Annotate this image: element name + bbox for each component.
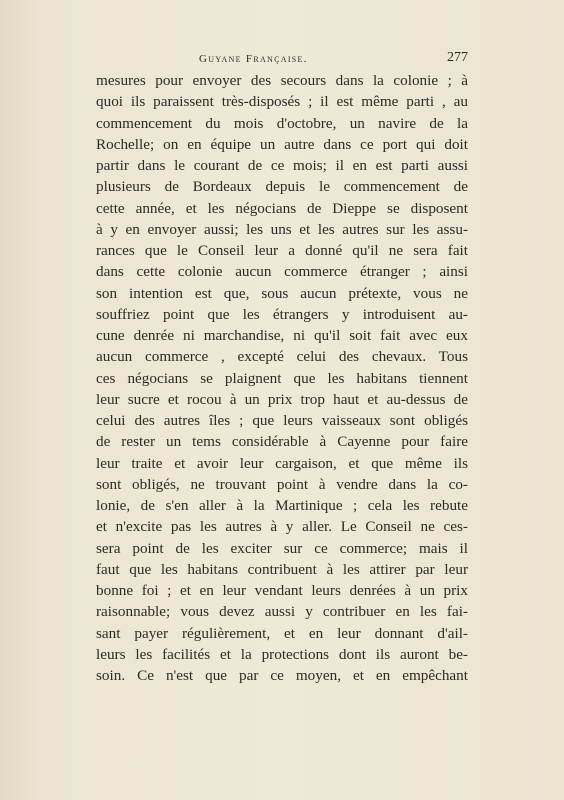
text-line: bonne foi ; et en leur vendant leurs denrées à un prix bbox=[96, 582, 468, 599]
text-line: cune denrée ni marchandise, ni qu'il soit fait avec eux bbox=[96, 327, 468, 344]
text-line: cette année, et les négocians de Dieppe se disposent bbox=[96, 199, 468, 217]
text-line: souffriez point que les étrangers y introduisent au- bbox=[96, 305, 468, 323]
text-line: leurs les facilités et la protections dont ils auront be- bbox=[96, 645, 468, 663]
text-line: soin. Ce n'est que par ce moyen, et en empêchant bbox=[96, 667, 468, 684]
page-number: 277 bbox=[447, 50, 468, 65]
text-line: quoi ils paraissent très-disposés ; il est même parti , au bbox=[96, 93, 468, 111]
text-line: Rochelle; on en équipe un autre dans ce port qui doit bbox=[96, 135, 468, 153]
text-line: et n'excite pas les autres à y aller. Le Conseil ne ces- bbox=[96, 518, 468, 536]
page-header bbox=[96, 50, 468, 70]
text-line: son intention est que, sous aucun prétexte, vous ne bbox=[96, 284, 468, 302]
text-line: rances que le Conseil leur a donné qu'il ne sera fait bbox=[96, 242, 468, 259]
text-line: à y en envoyer aussi; les uns et les autres sur les assu- bbox=[96, 220, 468, 238]
text-line: de rester un tems considérable à Cayenne pour faire bbox=[96, 433, 468, 451]
text-line: raisonnable; vous devez aussi y contribuer en les fai- bbox=[96, 603, 468, 621]
text-line: celui des autres îles ; que leurs vaisseaux sont obligés bbox=[96, 412, 468, 429]
text-line: faut que les habitans contribuent à les attirer par leur bbox=[96, 560, 468, 578]
text-line: plusieurs de Bordeaux depuis le commencement de bbox=[96, 178, 468, 196]
text-line: partir dans le courant de ce mois; il en est parti aussi bbox=[96, 157, 468, 174]
running-title: Guyane Française. bbox=[199, 53, 308, 65]
text-line: sant payer régulièrement, et en leur donnant d'ail- bbox=[96, 624, 468, 642]
text-line: leur sucre et rocou à un prix trop haut et au-dessus de bbox=[96, 390, 468, 408]
text-line: lonie, de s'en aller à la Martinique ; cela les rebute bbox=[96, 497, 468, 514]
text-line: ces négocians se plaignent que les habitans tiennent bbox=[96, 369, 468, 387]
text-line: commencement du mois d'octobre, un navire de la bbox=[96, 114, 468, 132]
text-line: aucun commerce , excepté celui des chevaux. Tous bbox=[96, 348, 468, 366]
body-text bbox=[96, 70, 468, 686]
text-line: sont obligés, ne trouvant point à vendre dans la co- bbox=[96, 475, 468, 493]
text-line: leur traite et avoir leur cargaison, et que même ils bbox=[96, 454, 468, 472]
text-line: sera point de les exciter sur ce commerce; mais il bbox=[96, 539, 468, 557]
text-line: mesures pour envoyer des secours dans la colonie ; à bbox=[96, 72, 468, 89]
text-line: dans cette colonie aucun commerce étranger ; ainsi bbox=[96, 263, 468, 281]
